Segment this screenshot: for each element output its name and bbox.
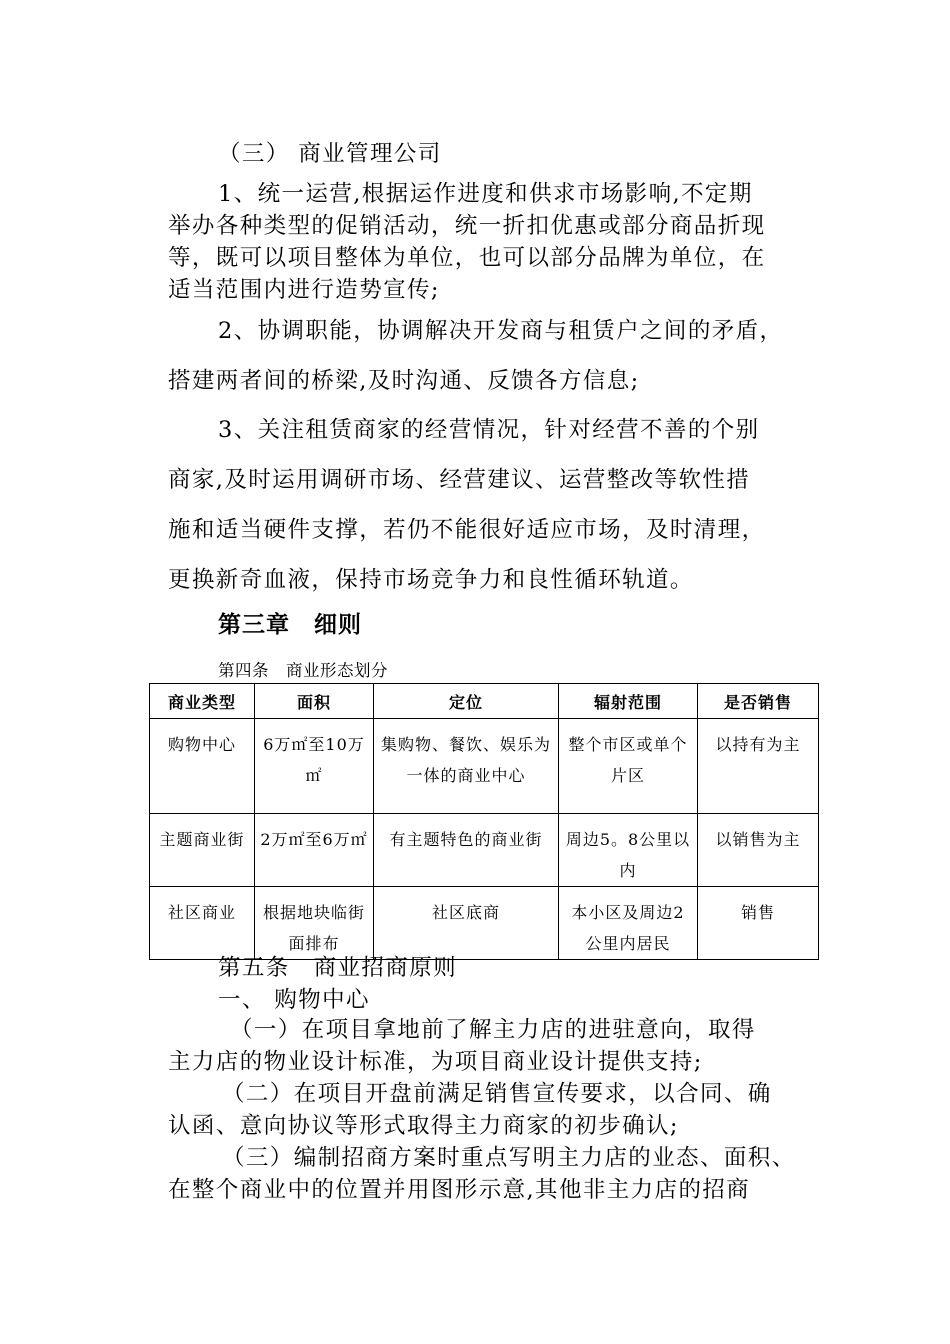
business-form-table: [149, 683, 819, 960]
table-cell: 购物中心: [150, 719, 255, 814]
subsection-title: 一、 购物中心: [218, 987, 370, 1013]
table-cell: 本小区及周边2公里内居民: [559, 887, 698, 960]
table-header-row: [150, 684, 819, 719]
header-cell: 是否销售: [698, 684, 819, 719]
table-cell: 整个市区或单个片区: [559, 719, 698, 814]
paragraph-line: 主力店的物业设计标准，为项目商业设计提供支持;: [168, 1049, 703, 1075]
header-cell: 面积: [255, 684, 374, 719]
paragraph-line: 1、统一运营,根据运作进度和供求市场影响,不定期: [218, 181, 753, 207]
chapter-heading: 第三章 细则: [218, 612, 362, 638]
table-caption: 第四条 商业形态划分: [218, 661, 388, 680]
table-row: [150, 887, 819, 960]
paragraph-line: 适当范围内进行造势宣传;: [168, 277, 440, 303]
paragraph-line: 商家,及时运用调研市场、经营建议、运营整改等软性措: [168, 467, 751, 493]
table-row: [150, 814, 819, 887]
section-title: （三） 商业管理公司: [218, 141, 442, 167]
paragraph-line: 3、关注租赁商家的经营情况，针对经营不善的个别: [218, 417, 760, 443]
header-cell: 商业类型: [150, 684, 255, 719]
paragraph-line: （一）在项目拿地前了解主力店的进驻意向，取得: [230, 1017, 756, 1043]
header-cell: 定位: [374, 684, 559, 719]
paragraph-line: 等，既可以项目整体为单位，也可以部分品牌为单位，在: [168, 245, 766, 271]
table-cell: 社区底商: [374, 887, 559, 960]
table-cell: 6万㎡至10万㎡: [255, 719, 374, 814]
table-cell: 以销售为主: [698, 814, 819, 887]
paragraph-line: 认函、意向协议等形式取得主力商家的初步确认;: [168, 1113, 679, 1139]
article-title: 第五条 商业招商原则: [218, 955, 458, 981]
table-cell: 主题商业街: [150, 814, 255, 887]
paragraph-line: 更换新奇血液，保持市场竞争力和良性循环轨道。: [168, 567, 694, 593]
table-cell: 2万㎡至6万㎡: [255, 814, 374, 887]
paragraph-line: （三）编制招商方案时重点写明主力店的业态、面积、: [222, 1145, 796, 1171]
table-cell: 周边5。8公里以内: [559, 814, 698, 887]
paragraph-line: 2、协调职能，协调解决开发商与租赁户之间的矛盾，: [218, 318, 784, 344]
table-cell: 根据地块临街面排布: [255, 887, 374, 960]
table-row: [150, 719, 819, 814]
paragraph-line: 施和适当硬件支撑，若仍不能很好适应市场，及时清理，: [168, 517, 766, 543]
paragraph-line: 在整个商业中的位置并用图形示意,其他非主力店的招商: [168, 1177, 751, 1203]
paragraph-line: （二）在项目开盘前满足销售宣传要求，以合同、确: [222, 1081, 772, 1107]
table-cell: 有主题特色的商业街: [374, 814, 559, 887]
table-cell: 集购物、餐饮、娱乐为一体的商业中心: [374, 719, 559, 814]
table-cell: 以持有为主: [698, 719, 819, 814]
header-cell: 辐射范围: [559, 684, 698, 719]
table-cell: 销售: [698, 887, 819, 960]
paragraph-line: 举办各种类型的促销活动，统一折扣优惠或部分商品折现: [168, 213, 766, 239]
paragraph-line: 搭建两者间的桥梁,及时沟通、反馈各方信息;: [168, 368, 640, 394]
table-cell: 社区商业: [150, 887, 255, 960]
